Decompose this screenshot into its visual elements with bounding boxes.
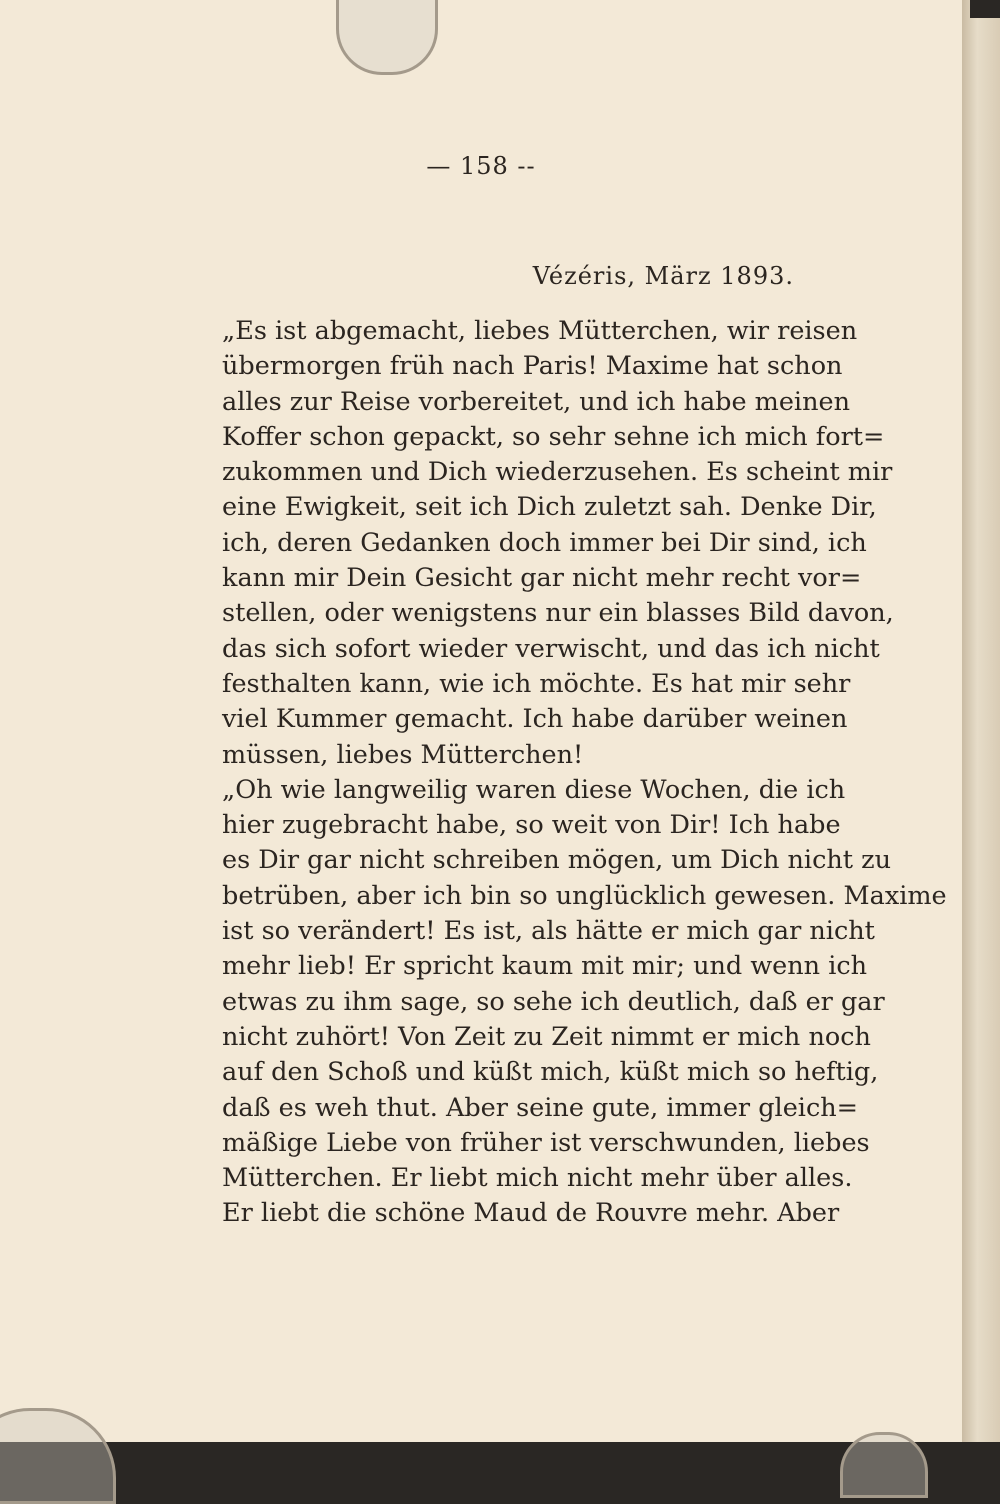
text-line: daß es weh thut. Aber seine gute, immer gleich= (222, 1092, 859, 1123)
text-line: kann mir Dein Gesicht gar nicht mehr recht vor= (222, 563, 862, 594)
text-line: es Dir gar nicht schreiben mögen, um Dich nicht zu (222, 845, 892, 876)
text-line: alles zur Reise vorbereitet, und ich habe meinen (222, 386, 851, 417)
text-line: ist so verändert! Es ist, als hätte er mich gar nicht (222, 916, 875, 947)
text-line: eine Ewigkeit, seit ich Dich zuletzt sah. Denke Dir, (222, 492, 877, 523)
text-line: „Es ist abgemacht, liebes Mütterchen, wir reisen (222, 316, 858, 346)
text-line: Koffer schon gepackt, so sehr sehne ich mich fort= (222, 421, 885, 452)
text-line: das sich sofort wieder verwischt, und das ich nicht (222, 633, 880, 664)
text-line: mäßige Liebe von früher ist verschwunden, liebes (222, 1127, 870, 1158)
letter-dateline: Vézéris, März 1893. (532, 262, 794, 290)
page-edge (962, 0, 1000, 1442)
text-line: Er liebt die schöne Maud de Rouvre mehr. Aber (222, 1198, 840, 1229)
scanner-clip-top (336, 0, 438, 75)
text-line: hier zugebracht habe, so weit von Dir! Ich habe (222, 810, 841, 841)
body-text (222, 314, 947, 1232)
text-line: betrüben, aber ich bin so unglücklich gewesen. Maxime (222, 880, 947, 911)
text-line: festhalten kann, wie ich möchte. Es hat mir sehr (222, 668, 851, 699)
text-line: stellen, oder wenigstens nur ein blasses Bild davon, (222, 598, 894, 629)
scanner-clip-bottom-right (840, 1432, 928, 1498)
text-line: viel Kummer gemacht. Ich habe darüber weinen (222, 704, 848, 735)
text-line: ich, deren Gedanken doch immer bei Dir sind, ich (222, 527, 867, 558)
text-line: nicht zuhört! Von Zeit zu Zeit nimmt er mich noch (222, 1021, 871, 1052)
text-line: auf den Schoß und küßt mich, küßt mich so heftig, (222, 1057, 879, 1088)
text-line: zukommen und Dich wiederzusehen. Es scheint mir (222, 457, 893, 488)
text-line: übermorgen früh nach Paris! Maxime hat schon (222, 351, 843, 382)
text-line: müssen, liebes Mütterchen! (222, 739, 584, 770)
text-line: „Oh wie langweilig waren diese Wochen, die ich (222, 774, 846, 805)
page-number: — 158 -- (426, 152, 536, 180)
text-line: mehr lieb! Er spricht kaum mit mir; und wenn ich (222, 951, 868, 982)
text-line: etwas zu ihm sage, so sehe ich deutlich, daß er gar (222, 986, 885, 1017)
text-line: Mütterchen. Er liebt mich nicht mehr über alles. (222, 1163, 853, 1194)
page-edge-corner (970, 0, 1000, 18)
